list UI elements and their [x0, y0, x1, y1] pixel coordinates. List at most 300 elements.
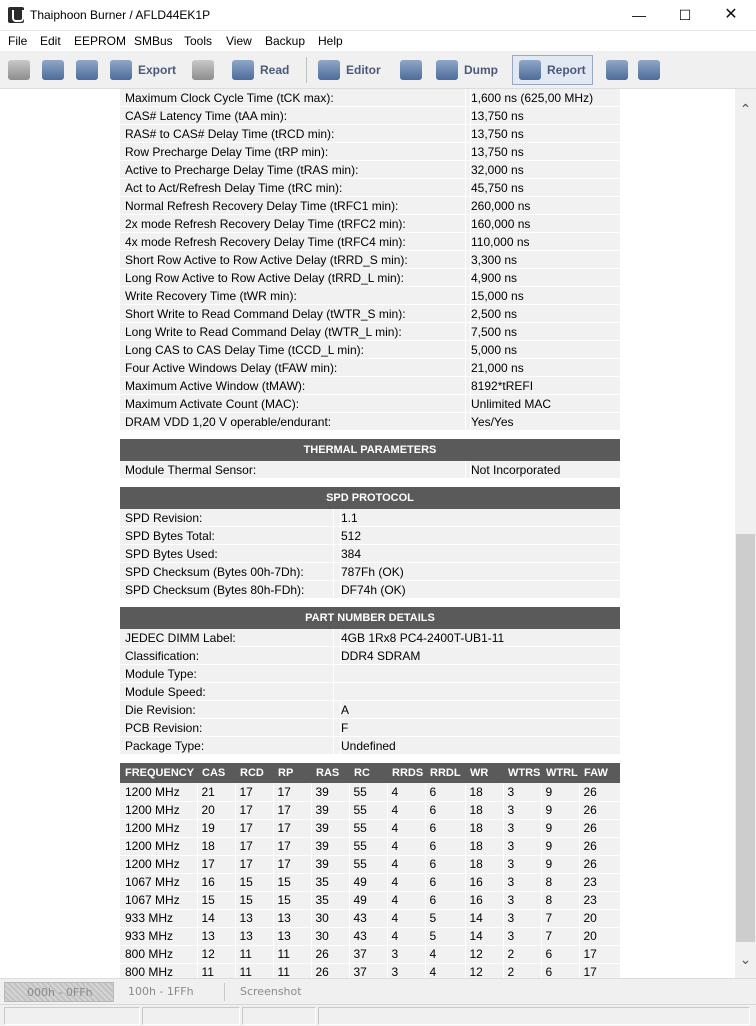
table-cell: 9	[541, 801, 579, 819]
table-row	[120, 819, 620, 837]
dump-button[interactable]	[436, 55, 498, 85]
table-row	[120, 801, 620, 819]
table-cell: 18	[465, 801, 503, 819]
table-cell: 18	[465, 819, 503, 837]
table-cell: 16	[465, 873, 503, 891]
table-row	[120, 837, 620, 855]
status-panel-3	[242, 1007, 316, 1025]
table-cell: 30	[311, 927, 349, 945]
param-value: 384	[341, 547, 362, 561]
param-row	[120, 305, 620, 323]
param-label: Write Recovery Time (tWR min):	[125, 289, 297, 303]
wrench-icon	[400, 60, 422, 80]
param-value: 15,000 ns	[471, 289, 524, 303]
report-sheet	[120, 89, 620, 978]
table-cell: 15	[273, 891, 311, 909]
table-cell: 4	[387, 855, 425, 873]
table-cell: 7	[541, 909, 579, 927]
param-row	[120, 629, 620, 647]
table-cell: 43	[349, 909, 387, 927]
export-icon	[110, 60, 132, 80]
table-cell: 19	[197, 819, 235, 837]
table-cell: 17	[579, 945, 620, 963]
table-cell: 17	[235, 819, 273, 837]
table-row	[120, 783, 620, 801]
status-panel-4	[318, 1007, 750, 1025]
param-label: Maximum Activate Count (MAC):	[125, 397, 300, 411]
table-cell: 4	[387, 909, 425, 927]
param-row	[120, 719, 620, 737]
title-bar	[0, 0, 756, 31]
lock-icon	[192, 60, 214, 80]
param-label: JEDEC DIMM Label:	[125, 631, 236, 645]
table-cell: 18	[465, 837, 503, 855]
param-row	[120, 179, 620, 197]
param-row	[120, 683, 620, 701]
table-cell: 3	[503, 783, 541, 801]
table-cell: 37	[349, 963, 387, 978]
table-cell: 14	[197, 909, 235, 927]
table-cell: 7	[541, 927, 579, 945]
table-cell: 12	[465, 945, 503, 963]
column-header: FREQUENCY	[120, 763, 197, 783]
table-cell: 9	[541, 855, 579, 873]
table-cell: 13	[197, 927, 235, 945]
table-cell: 3	[503, 873, 541, 891]
param-value: 787Fh (OK)	[341, 565, 404, 579]
frequency-table-header	[120, 763, 620, 783]
toolbar-separator	[306, 57, 307, 83]
table-cell: 3	[503, 909, 541, 927]
param-row	[120, 527, 620, 545]
table-cell: 800 MHz	[120, 945, 197, 963]
scroll-up-icon[interactable]: ⌃	[739, 101, 752, 117]
editor-icon	[318, 60, 340, 80]
editor-button[interactable]	[318, 55, 381, 85]
table-cell: 39	[311, 801, 349, 819]
table-cell: 55	[349, 837, 387, 855]
table-row	[120, 963, 620, 978]
save-button[interactable]	[76, 55, 104, 85]
report-button[interactable]	[512, 55, 593, 85]
param-row	[120, 287, 620, 305]
table-cell: 39	[311, 837, 349, 855]
table-cell: 13	[273, 927, 311, 945]
table-cell: 26	[311, 963, 349, 978]
table-cell: 6	[425, 891, 465, 909]
column-header: RAS	[311, 763, 349, 783]
vertical-scrollbar[interactable]	[735, 89, 756, 978]
param-label: Row Precharge Delay Time (tRP min):	[125, 145, 329, 159]
param-row	[120, 143, 620, 161]
column-header: RRDL	[425, 763, 465, 783]
param-value: 7,500 ns	[471, 325, 518, 339]
report-icon	[519, 60, 541, 80]
table-cell: 39	[311, 819, 349, 837]
param-value: 160,000 ns	[471, 217, 531, 231]
table-cell: 17	[235, 783, 273, 801]
param-value: 1.1	[341, 511, 358, 525]
param-value: DDR4 SDRAM	[341, 649, 421, 663]
param-value: Yes/Yes	[471, 415, 514, 429]
param-row	[120, 395, 620, 413]
menu-file[interactable]: File	[8, 34, 28, 48]
param-label: Classification:	[125, 649, 200, 663]
param-row	[120, 461, 620, 479]
report-view[interactable]	[0, 89, 735, 978]
table-cell: 16	[465, 891, 503, 909]
param-label: SPD Bytes Total:	[125, 529, 215, 543]
table-cell: 1067 MHz	[120, 873, 197, 891]
param-row	[120, 161, 620, 179]
param-label: RAS# to CAS# Delay Time (tRCD min):	[125, 127, 335, 141]
tools-button[interactable]	[400, 55, 428, 85]
param-value: 1,600 ns (625,00 MHz)	[471, 91, 594, 105]
close-button[interactable]: ✕	[724, 6, 738, 23]
menu-view[interactable]: View	[226, 34, 252, 48]
gears-icon	[8, 60, 30, 80]
dump-icon	[436, 60, 458, 80]
table-cell: 13	[235, 927, 273, 945]
menu-help[interactable]: Help	[318, 34, 343, 48]
column-header: RC	[349, 763, 387, 783]
table-cell: 13	[273, 909, 311, 927]
param-value: 3,300 ns	[471, 253, 518, 267]
table-cell: 800 MHz	[120, 963, 197, 978]
frequency-table	[120, 763, 620, 978]
table-cell: 4	[387, 783, 425, 801]
param-row	[120, 701, 620, 719]
param-row	[120, 215, 620, 233]
table-cell: 3	[503, 891, 541, 909]
param-row	[120, 323, 620, 341]
tab-100h-1ffh[interactable]: 100h - 1FFh	[128, 985, 194, 998]
param-value: 13,750 ns	[471, 145, 524, 159]
table-cell: 17	[235, 855, 273, 873]
param-value: 32,000 ns	[471, 163, 524, 177]
menu-tools[interactable]: Tools	[184, 34, 213, 48]
param-label: Module Speed:	[125, 685, 206, 699]
param-label: Active to Precharge Delay Time (tRAS min):	[125, 163, 359, 177]
param-value: 260,000 ns	[471, 199, 531, 213]
param-value: F	[341, 721, 349, 735]
param-row	[120, 581, 620, 599]
table-cell: 49	[349, 873, 387, 891]
column-header: FAW	[579, 763, 620, 783]
table-cell: 26	[579, 783, 620, 801]
table-cell: 15	[235, 873, 273, 891]
window-title: Thaiphoon Burner / AFLD44EK1P	[30, 8, 211, 22]
param-row	[120, 545, 620, 563]
table-cell: 26	[579, 801, 620, 819]
table-cell: 3	[503, 927, 541, 945]
table-cell: 55	[349, 819, 387, 837]
param-row	[120, 413, 620, 431]
read-button[interactable]	[232, 55, 289, 85]
param-value: 21,000 ns	[471, 361, 524, 375]
table-cell: 1200 MHz	[120, 837, 197, 855]
status-bar	[0, 1004, 756, 1026]
param-label: 2x mode Refresh Recovery Delay Time (tRFC2 min):	[125, 217, 406, 231]
minimize-button[interactable]: —	[632, 7, 646, 23]
table-cell: 18	[197, 837, 235, 855]
param-label: CAS# Latency Time (tAA min):	[125, 109, 288, 123]
param-label: Act to Act/Refresh Delay Time (tRC min):	[125, 181, 343, 195]
table-cell: 4	[387, 873, 425, 891]
table-cell: 6	[425, 819, 465, 837]
param-row	[120, 647, 620, 665]
table-cell: 11	[273, 963, 311, 978]
spd-section-title: SPD PROTOCOL	[120, 487, 620, 509]
param-value: 5,000 ns	[471, 343, 518, 357]
table-cell: 933 MHz	[120, 909, 197, 927]
table-cell: 18	[465, 783, 503, 801]
table-cell: 26	[579, 855, 620, 873]
column-header: RRDS	[387, 763, 425, 783]
param-row	[120, 197, 620, 215]
table-cell: 49	[349, 891, 387, 909]
table-cell: 35	[311, 891, 349, 909]
tab-bar	[0, 978, 756, 1004]
table-cell: 2	[503, 963, 541, 978]
table-cell: 15	[273, 873, 311, 891]
param-value: Not Incorporated	[471, 463, 561, 477]
param-row	[120, 509, 620, 527]
table-cell: 9	[541, 819, 579, 837]
table-cell: 3	[387, 963, 425, 978]
menu-eeprom[interactable]: EEPROM	[74, 34, 127, 48]
table-cell: 20	[197, 801, 235, 819]
table-cell: 17	[197, 855, 235, 873]
table-cell: 12	[197, 945, 235, 963]
table-cell: 6	[425, 783, 465, 801]
param-label: SPD Checksum (Bytes 00h-7Dh):	[125, 565, 304, 579]
table-cell: 17	[273, 855, 311, 873]
table-cell: 12	[465, 963, 503, 978]
column-header: WR	[465, 763, 503, 783]
table-cell: 15	[235, 891, 273, 909]
table-cell: 37	[349, 945, 387, 963]
search-button[interactable]	[606, 55, 634, 85]
param-row	[120, 377, 620, 395]
table-cell: 2	[503, 945, 541, 963]
menu-edit[interactable]: Edit	[40, 34, 61, 48]
param-value: 512	[341, 529, 362, 543]
table-cell: 4	[387, 837, 425, 855]
table-cell: 3	[503, 819, 541, 837]
menu-bar	[0, 31, 756, 51]
menu-backup[interactable]: Backup	[265, 34, 306, 48]
param-row	[120, 341, 620, 359]
table-cell: 9	[541, 837, 579, 855]
table-row	[120, 927, 620, 945]
table-cell: 3	[503, 801, 541, 819]
table-cell: 1200 MHz	[120, 855, 197, 873]
table-cell: 39	[311, 855, 349, 873]
table-cell: 17	[235, 837, 273, 855]
read-label: Read	[260, 63, 290, 77]
param-value: 4,900 ns	[471, 271, 518, 285]
param-value: 2,500 ns	[471, 307, 518, 321]
table-cell: 35	[311, 873, 349, 891]
param-value: 8192*tREFI	[471, 379, 534, 393]
table-row	[120, 909, 620, 927]
table-cell: 6	[425, 801, 465, 819]
table-cell: 15	[197, 891, 235, 909]
param-value: 13,750 ns	[471, 127, 524, 141]
table-cell: 55	[349, 801, 387, 819]
param-row	[120, 563, 620, 581]
table-cell: 11	[235, 945, 273, 963]
settings-button[interactable]	[8, 55, 36, 85]
open-button[interactable]	[42, 55, 70, 85]
table-cell: 17	[235, 801, 273, 819]
table-cell: 14	[465, 927, 503, 945]
app-icon	[8, 7, 24, 23]
param-label: 4x mode Refresh Recovery Delay Time (tRFC4 min):	[125, 235, 406, 249]
table-cell: 1200 MHz	[120, 783, 197, 801]
param-label: Short Row Active to Row Active Delay (tRRD_S min):	[125, 253, 408, 267]
table-cell: 17	[579, 963, 620, 978]
param-label: Module Type:	[125, 667, 197, 681]
param-label: Maximum Active Window (tMAW):	[125, 379, 306, 393]
table-cell: 23	[579, 873, 620, 891]
table-cell: 8	[541, 873, 579, 891]
table-cell: 26	[579, 837, 620, 855]
table-cell: 9	[541, 783, 579, 801]
param-label: DRAM VDD 1,20 V operable/endurant:	[125, 415, 332, 429]
thermal-list	[120, 461, 620, 479]
param-value: 110,000 ns	[471, 235, 530, 249]
param-row	[120, 665, 620, 683]
table-cell: 6	[425, 873, 465, 891]
table-cell: 26	[579, 819, 620, 837]
param-row	[120, 737, 620, 755]
table-cell: 26	[311, 945, 349, 963]
table-cell: 39	[311, 783, 349, 801]
table-cell: 55	[349, 783, 387, 801]
maximize-button[interactable]: ☐	[678, 7, 692, 23]
table-cell: 4	[387, 927, 425, 945]
menu-smbus[interactable]: SMBus	[134, 34, 173, 48]
table-cell: 8	[541, 891, 579, 909]
folder-icon	[42, 60, 64, 80]
param-row	[120, 233, 620, 251]
refresh-icon	[638, 60, 660, 80]
table-cell: 43	[349, 927, 387, 945]
table-cell: 17	[273, 837, 311, 855]
table-cell: 3	[503, 837, 541, 855]
table-cell: 1200 MHz	[120, 819, 197, 837]
table-cell: 4	[387, 891, 425, 909]
param-label: SPD Revision:	[125, 511, 203, 525]
param-label: Die Revision:	[125, 703, 196, 717]
param-label: SPD Bytes Used:	[125, 547, 218, 561]
table-cell: 11	[235, 963, 273, 978]
table-cell: 6	[541, 945, 579, 963]
table-cell: 21	[197, 783, 235, 801]
param-row	[120, 89, 620, 107]
table-row	[120, 891, 620, 909]
column-header: RCD	[235, 763, 273, 783]
param-row	[120, 251, 620, 269]
param-label: SPD Checksum (Bytes 80h-FDh):	[125, 583, 305, 597]
param-row	[120, 107, 620, 125]
scroll-down-icon[interactable]: ⌄	[739, 951, 752, 967]
table-row	[120, 873, 620, 891]
column-header: RP	[273, 763, 311, 783]
table-cell: 6	[425, 855, 465, 873]
table-cell: 4	[425, 963, 465, 978]
floppy-icon	[76, 60, 98, 80]
param-value: 13,750 ns	[471, 109, 524, 123]
export-button[interactable]	[110, 55, 176, 85]
table-cell: 5	[425, 927, 465, 945]
param-row	[120, 125, 620, 143]
tab-separator	[224, 983, 225, 1001]
table-cell: 5	[425, 909, 465, 927]
table-cell: 13	[235, 909, 273, 927]
param-label: Package Type:	[125, 739, 205, 753]
column-header: CAS	[197, 763, 235, 783]
param-row	[120, 269, 620, 287]
read-icon	[232, 60, 254, 80]
tab-screenshot[interactable]: Screenshot	[240, 985, 302, 998]
spd-list	[120, 509, 620, 599]
table-cell: 11	[197, 963, 235, 978]
magnifier-icon	[606, 60, 628, 80]
table-cell: 20	[579, 909, 620, 927]
param-row	[120, 359, 620, 377]
part-section-title: PART NUMBER DETAILS	[120, 607, 620, 629]
table-cell: 17	[273, 801, 311, 819]
table-cell: 11	[273, 945, 311, 963]
table-cell: 18	[465, 855, 503, 873]
table-cell: 30	[311, 909, 349, 927]
table-cell: 4	[387, 801, 425, 819]
lock-button[interactable]	[192, 55, 220, 85]
param-value: Unlimited MAC	[471, 397, 552, 411]
param-value: DF74h (OK)	[341, 583, 406, 597]
param-label: Long Write to Read Command Delay (tWTR_L min):	[125, 325, 402, 339]
table-row	[120, 855, 620, 873]
table-cell: 6	[541, 963, 579, 978]
column-header: WTRS	[503, 763, 541, 783]
table-cell: 14	[465, 909, 503, 927]
param-value: 45,750 ns	[471, 181, 524, 195]
param-value: 4GB 1Rx8 PC4-2400T-UB1-11	[341, 631, 505, 645]
table-cell: 20	[579, 927, 620, 945]
editor-label: Editor	[346, 63, 381, 77]
table-cell: 6	[425, 837, 465, 855]
thermal-section-title: THERMAL PARAMETERS	[120, 439, 620, 461]
table-cell: 17	[273, 783, 311, 801]
param-label: Four Active Windows Delay (tFAW min):	[125, 361, 338, 375]
toolbar	[0, 51, 756, 89]
param-label: Normal Refresh Recovery Delay Time (tRFC1 min):	[125, 199, 399, 213]
dump-label: Dump	[464, 63, 498, 77]
scroll-thumb[interactable]	[736, 534, 755, 942]
table-cell: 23	[579, 891, 620, 909]
status-panel-2	[142, 1007, 240, 1025]
refresh-button[interactable]	[638, 55, 666, 85]
table-cell: 3	[503, 855, 541, 873]
param-label: PCB Revision:	[125, 721, 203, 735]
tab-000h-0ffh[interactable]: 000h - 0FFh	[4, 982, 114, 1002]
table-cell: 3	[387, 945, 425, 963]
param-value: A	[341, 703, 350, 717]
table-row	[120, 945, 620, 963]
